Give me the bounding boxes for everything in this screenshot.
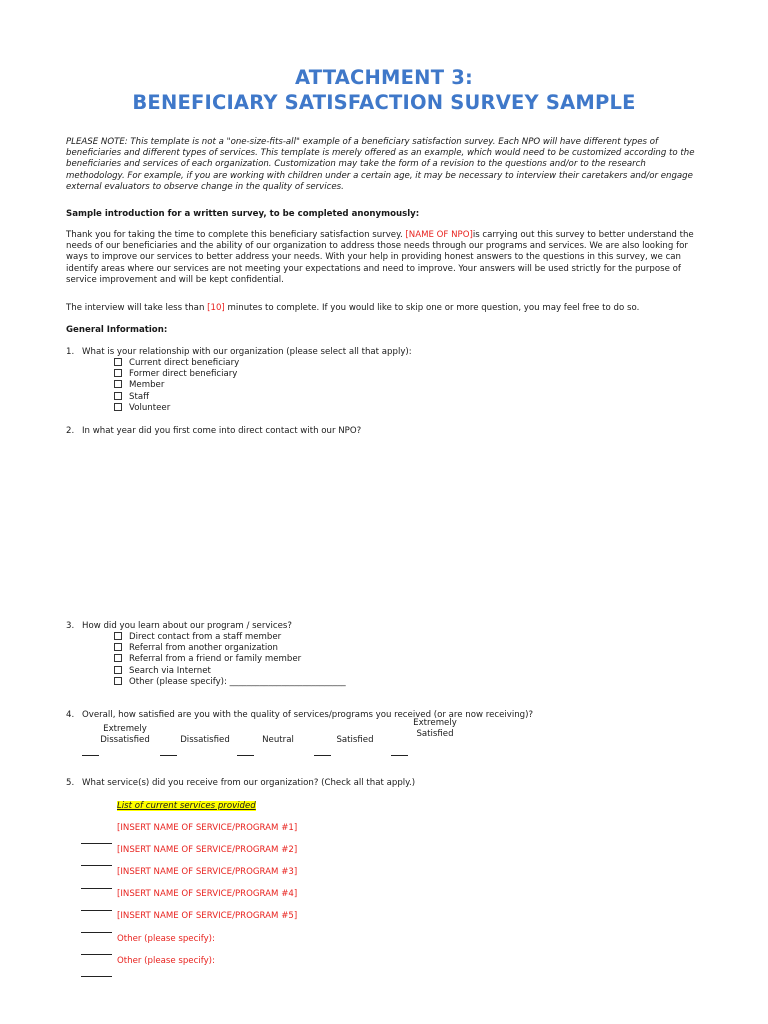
checkbox[interactable] bbox=[114, 677, 122, 685]
q3-option[interactable] bbox=[114, 632, 346, 643]
question-3-text: How did you learn about our program / services? bbox=[82, 621, 292, 631]
scale-label-line: Dissatisfied bbox=[100, 735, 150, 745]
service-check-line[interactable] bbox=[81, 976, 112, 977]
question-4-number: 4. bbox=[66, 710, 75, 720]
question-3 bbox=[66, 621, 292, 632]
service-item: [INSERT NAME OF SERVICE/PROGRAM #1] bbox=[117, 823, 298, 833]
checkbox[interactable] bbox=[114, 654, 122, 662]
checkbox[interactable] bbox=[114, 643, 122, 651]
scale-label-line: Satisfied bbox=[336, 735, 374, 745]
general-info-heading: General Information: bbox=[66, 325, 168, 335]
q3-option-label[interactable]: Other (please specify): ___________________________ bbox=[129, 676, 346, 687]
checkbox[interactable] bbox=[114, 392, 122, 400]
question-3-options bbox=[114, 632, 346, 688]
services-list-heading bbox=[117, 801, 256, 811]
checkbox[interactable] bbox=[114, 380, 122, 388]
q1-option[interactable] bbox=[114, 403, 239, 414]
service-check-line[interactable] bbox=[81, 910, 112, 911]
scale-label-line: Dissatisfied bbox=[180, 735, 230, 745]
scale-label-line bbox=[245, 724, 311, 735]
q3-option[interactable] bbox=[114, 677, 346, 688]
intro-text-end: is carrying out this survey to better understand the needs of our beneficiaries and the ability of our organization to address those needs through our programs and services. We are also looking for ways to improve our services to better address your needs. With your help in providing honest answers to the questions in this survey, we can identify areas where our services are not meeting your expectations and need to improve. Your answers will be used strictly for the purpose of service improvement and will be kept confidential. bbox=[66, 230, 694, 285]
scale-answer-line[interactable] bbox=[82, 755, 99, 756]
checkbox[interactable] bbox=[114, 369, 122, 377]
question-2-text: In what year did you first come into direct contact with our NPO? bbox=[82, 426, 362, 436]
title-line-2: BENEFICIARY SATISFACTION SURVEY SAMPLE bbox=[132, 91, 636, 114]
q1-option[interactable] bbox=[114, 392, 239, 403]
duration-placeholder: [10] bbox=[207, 303, 225, 313]
scale-label-line: Satisfied bbox=[416, 729, 454, 739]
service-check-line[interactable] bbox=[81, 932, 112, 933]
checkbox[interactable] bbox=[114, 403, 122, 411]
intro-heading: Sample introduction for a written survey, to be completed anonymously: bbox=[66, 209, 420, 219]
q3-option-label: Referral from another organization bbox=[129, 643, 278, 654]
q1-option-label: Member bbox=[129, 380, 165, 391]
duration-paragraph bbox=[66, 303, 706, 314]
service-item: [INSERT NAME OF SERVICE/PROGRAM #4] bbox=[117, 889, 298, 899]
scale-label-satisfied bbox=[322, 724, 388, 746]
title-line-1: ATTACHMENT 3: bbox=[295, 66, 473, 89]
service-check-line[interactable] bbox=[81, 954, 112, 955]
scale-answer-line[interactable] bbox=[237, 755, 254, 756]
service-item: Other (please specify): bbox=[117, 934, 215, 944]
scale-label-line bbox=[322, 724, 388, 735]
checkbox[interactable] bbox=[114, 666, 122, 674]
q3-option[interactable] bbox=[114, 654, 346, 665]
q3-option[interactable] bbox=[114, 666, 346, 677]
q3-option[interactable] bbox=[114, 643, 346, 654]
q1-option-label: Volunteer bbox=[129, 402, 171, 413]
npo-name-placeholder: [NAME OF NPO] bbox=[405, 230, 473, 240]
checkbox[interactable] bbox=[114, 358, 122, 366]
scale-label-extremely-dissatisfied bbox=[92, 724, 158, 746]
satisfaction-scale bbox=[80, 718, 480, 763]
question-5-number: 5. bbox=[66, 778, 75, 788]
scale-label-neutral bbox=[245, 724, 311, 746]
q1-option[interactable] bbox=[114, 369, 239, 380]
q1-option-label: Former direct beneficiary bbox=[129, 369, 238, 380]
service-item: Other (please specify): bbox=[117, 956, 215, 966]
q1-option-label: Current direct beneficiary bbox=[129, 358, 240, 368]
service-item: [INSERT NAME OF SERVICE/PROGRAM #5] bbox=[117, 911, 298, 921]
service-check-line[interactable] bbox=[81, 865, 112, 866]
q3-option-label: Search via Internet bbox=[129, 665, 211, 676]
scale-label-line bbox=[172, 724, 238, 735]
duration-text-end: minutes to complete. If you would like to skip one or more question, you may feel free to do so. bbox=[224, 303, 640, 313]
service-item: [INSERT NAME OF SERVICE/PROGRAM #3] bbox=[117, 867, 298, 877]
scale-answer-line[interactable] bbox=[314, 755, 331, 756]
q1-option-label: Staff bbox=[129, 391, 150, 402]
service-check-line[interactable] bbox=[81, 888, 112, 889]
question-5-text: What service(s) did you receive from our organization? (Check all that apply.) bbox=[82, 778, 416, 788]
services-list-heading-text: List of current services provided bbox=[117, 801, 256, 811]
scale-label-extremely-satisfied bbox=[402, 718, 468, 740]
q3-option-label: Direct contact from a staff member bbox=[129, 632, 282, 642]
q3-option-label: Referral from a friend or family member bbox=[129, 654, 302, 665]
question-3-number: 3. bbox=[66, 621, 75, 631]
scale-label-dissatisfied bbox=[172, 724, 238, 746]
question-1-number: 1. bbox=[66, 347, 75, 357]
scale-answer-line[interactable] bbox=[160, 755, 177, 756]
scale-label-line: Extremely bbox=[413, 718, 457, 728]
question-5 bbox=[66, 778, 415, 789]
question-2 bbox=[66, 426, 361, 437]
scale-label-line: Extremely bbox=[103, 724, 147, 734]
scale-label-line: Neutral bbox=[262, 735, 294, 745]
intro-text-start: Thank you for taking the time to complete this beneficiary satisfaction survey. bbox=[66, 230, 406, 240]
question-2-number: 2. bbox=[66, 426, 75, 436]
please-note-paragraph: PLEASE NOTE: This template is not a "one-size-fits-all" example of a beneficiary satisfaction survey. Each NPO will have different types of beneficiaries and different types of services. This template is merely offered as an example, which would need to be customized according to the beneficiaries and services of each organization. Customization may take the form of a revision to the questions and/or to the research methodology. For example, if you are working with children under a certain age, it may be necessary to interview their caretakers and/or engage external evaluators to observe change in the quality of services. bbox=[66, 137, 695, 192]
service-item: [INSERT NAME OF SERVICE/PROGRAM #2] bbox=[117, 845, 298, 855]
duration-text-start: The interview will take less than bbox=[66, 303, 208, 313]
checkbox[interactable] bbox=[114, 632, 122, 640]
service-check-line[interactable] bbox=[81, 843, 112, 844]
q1-option[interactable] bbox=[114, 380, 239, 391]
intro-paragraph bbox=[66, 230, 706, 286]
question-1 bbox=[66, 347, 412, 358]
question-1-text: What is your relationship with our organization (please select all that apply): bbox=[82, 347, 412, 357]
question-1-options bbox=[114, 358, 239, 414]
question-4-text: Overall, how satisfied are you with the quality of services/programs you received (or are now receiving)? bbox=[82, 710, 534, 720]
scale-answer-line[interactable] bbox=[391, 755, 408, 756]
q1-option[interactable] bbox=[114, 358, 239, 369]
